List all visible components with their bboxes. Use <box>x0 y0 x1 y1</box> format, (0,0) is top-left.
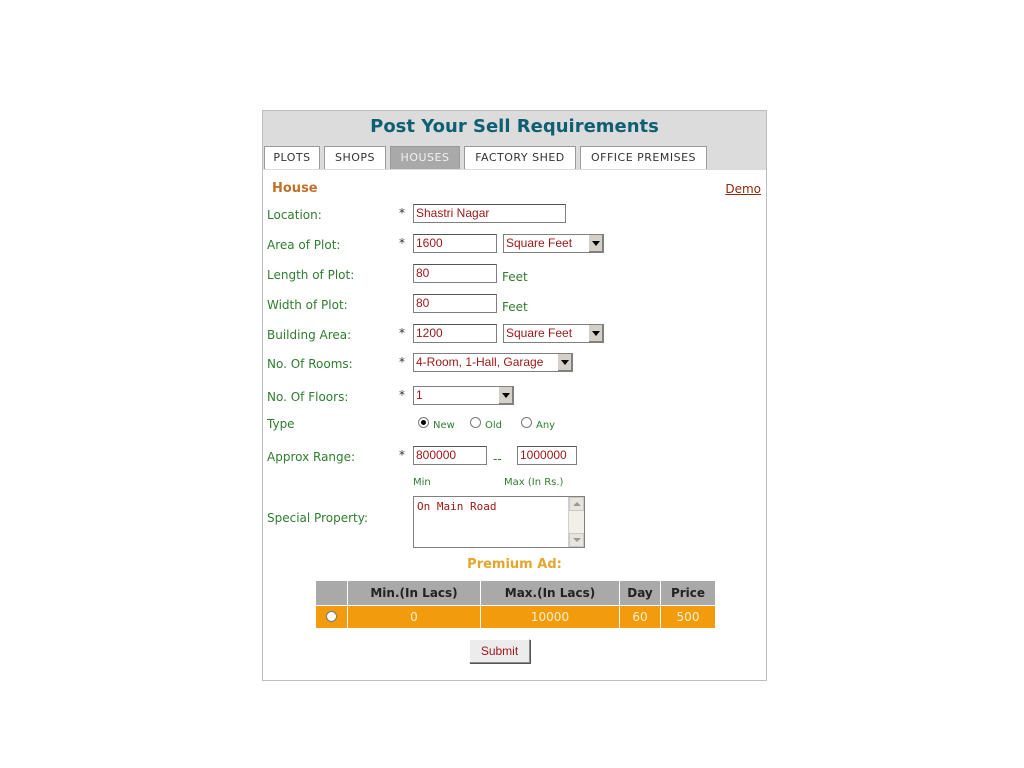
premium-header-day: Day <box>620 581 661 606</box>
length-of-plot-input[interactable]: 80 <box>413 264 497 283</box>
type-old-radio[interactable] <box>470 417 481 428</box>
width-unit: Feet <box>502 300 528 314</box>
required-mark: * <box>399 206 405 220</box>
required-mark: * <box>399 326 405 340</box>
approx-range-label: Approx Range: <box>267 450 356 464</box>
chevron-down-icon[interactable] <box>588 325 603 342</box>
section-title: House <box>272 181 318 196</box>
type-new-radio[interactable] <box>418 417 429 428</box>
panel-header <box>263 111 766 170</box>
building-unit-selected: Square Feet <box>506 326 573 340</box>
building-area-label: Building Area: <box>267 328 352 342</box>
textarea-scrollbar[interactable] <box>568 497 584 547</box>
type-any-radio[interactable] <box>521 417 532 428</box>
submit-button[interactable]: Submit <box>469 639 530 663</box>
premium-ad-table <box>315 580 716 629</box>
floors-select[interactable] <box>413 386 514 405</box>
premium-header-select <box>316 581 348 606</box>
building-area-input[interactable]: 1200 <box>413 324 497 343</box>
length-of-plot-label: Length of Plot: <box>267 268 355 282</box>
area-of-plot-label: Area of Plot: <box>267 238 341 252</box>
premium-row-day: 60 <box>620 606 661 629</box>
type-label: Type <box>267 417 295 431</box>
area-unit-select[interactable] <box>503 234 604 253</box>
rooms-select[interactable] <box>413 353 573 372</box>
required-mark: * <box>399 388 405 402</box>
scroll-up-icon[interactable] <box>569 497 584 511</box>
premium-row-select[interactable] <box>316 606 348 629</box>
floors-label: No. Of Floors: <box>267 390 349 404</box>
chevron-down-icon[interactable] <box>557 354 572 371</box>
tab-plots[interactable]: PLOTS <box>264 146 320 169</box>
required-mark: * <box>399 355 405 369</box>
premium-header-price: Price <box>661 581 716 606</box>
width-of-plot-input[interactable]: 80 <box>413 294 497 313</box>
required-mark: * <box>399 236 405 250</box>
range-min-caption: Min <box>413 477 431 488</box>
page-title: Post Your Sell Requirements <box>370 116 659 137</box>
floors-selected: 1 <box>416 388 423 402</box>
building-unit-select[interactable] <box>503 324 604 343</box>
type-any-label: Any <box>536 420 556 431</box>
premium-header-row <box>316 581 716 606</box>
premium-row-min: 0 <box>348 606 481 629</box>
special-property-textarea[interactable] <box>413 496 585 548</box>
tab-shops[interactable]: SHOPS <box>324 146 386 169</box>
width-of-plot-label: Width of Plot: <box>267 298 348 312</box>
sell-requirements-panel <box>262 110 767 681</box>
premium-row-price: 500 <box>661 606 716 629</box>
demo-link[interactable]: Demo <box>725 182 761 196</box>
tab-factory-shed[interactable]: FACTORY SHED <box>464 146 576 169</box>
chevron-down-icon[interactable] <box>498 387 513 404</box>
type-new-label: New <box>433 420 455 431</box>
area-of-plot-input[interactable]: 1600 <box>413 234 497 253</box>
scroll-down-icon[interactable] <box>569 533 584 547</box>
premium-row-radio[interactable] <box>326 611 337 622</box>
range-min-input[interactable]: 800000 <box>413 446 487 465</box>
length-unit: Feet <box>502 270 528 284</box>
location-input[interactable]: Shastri Nagar <box>413 204 566 223</box>
special-property-label: Special Property: <box>267 511 368 525</box>
special-property-text: On Main Road <box>417 500 497 513</box>
type-old-label: Old <box>485 420 502 431</box>
area-unit-selected: Square Feet <box>506 236 573 250</box>
location-label: Location: <box>267 208 322 222</box>
required-mark: * <box>399 448 405 462</box>
tab-office-premises[interactable]: OFFICE PREMISES <box>580 146 707 169</box>
chevron-down-icon[interactable] <box>588 235 603 252</box>
rooms-label: No. Of Rooms: <box>267 357 353 371</box>
rooms-selected: 4-Room, 1-Hall, Garage <box>416 355 544 369</box>
range-max-input[interactable]: 1000000 <box>517 446 577 465</box>
range-separator: -- <box>493 452 502 466</box>
range-max-caption: Max (In Rs.) <box>504 477 564 488</box>
premium-row-max: 10000 <box>481 606 620 629</box>
premium-header-max: Max.(In Lacs) <box>481 581 620 606</box>
premium-ad-title: Premium Ad: <box>467 557 562 572</box>
table-row[interactable] <box>316 606 716 629</box>
premium-header-min: Min.(In Lacs) <box>348 581 481 606</box>
tab-houses[interactable]: HOUSES <box>390 146 460 169</box>
